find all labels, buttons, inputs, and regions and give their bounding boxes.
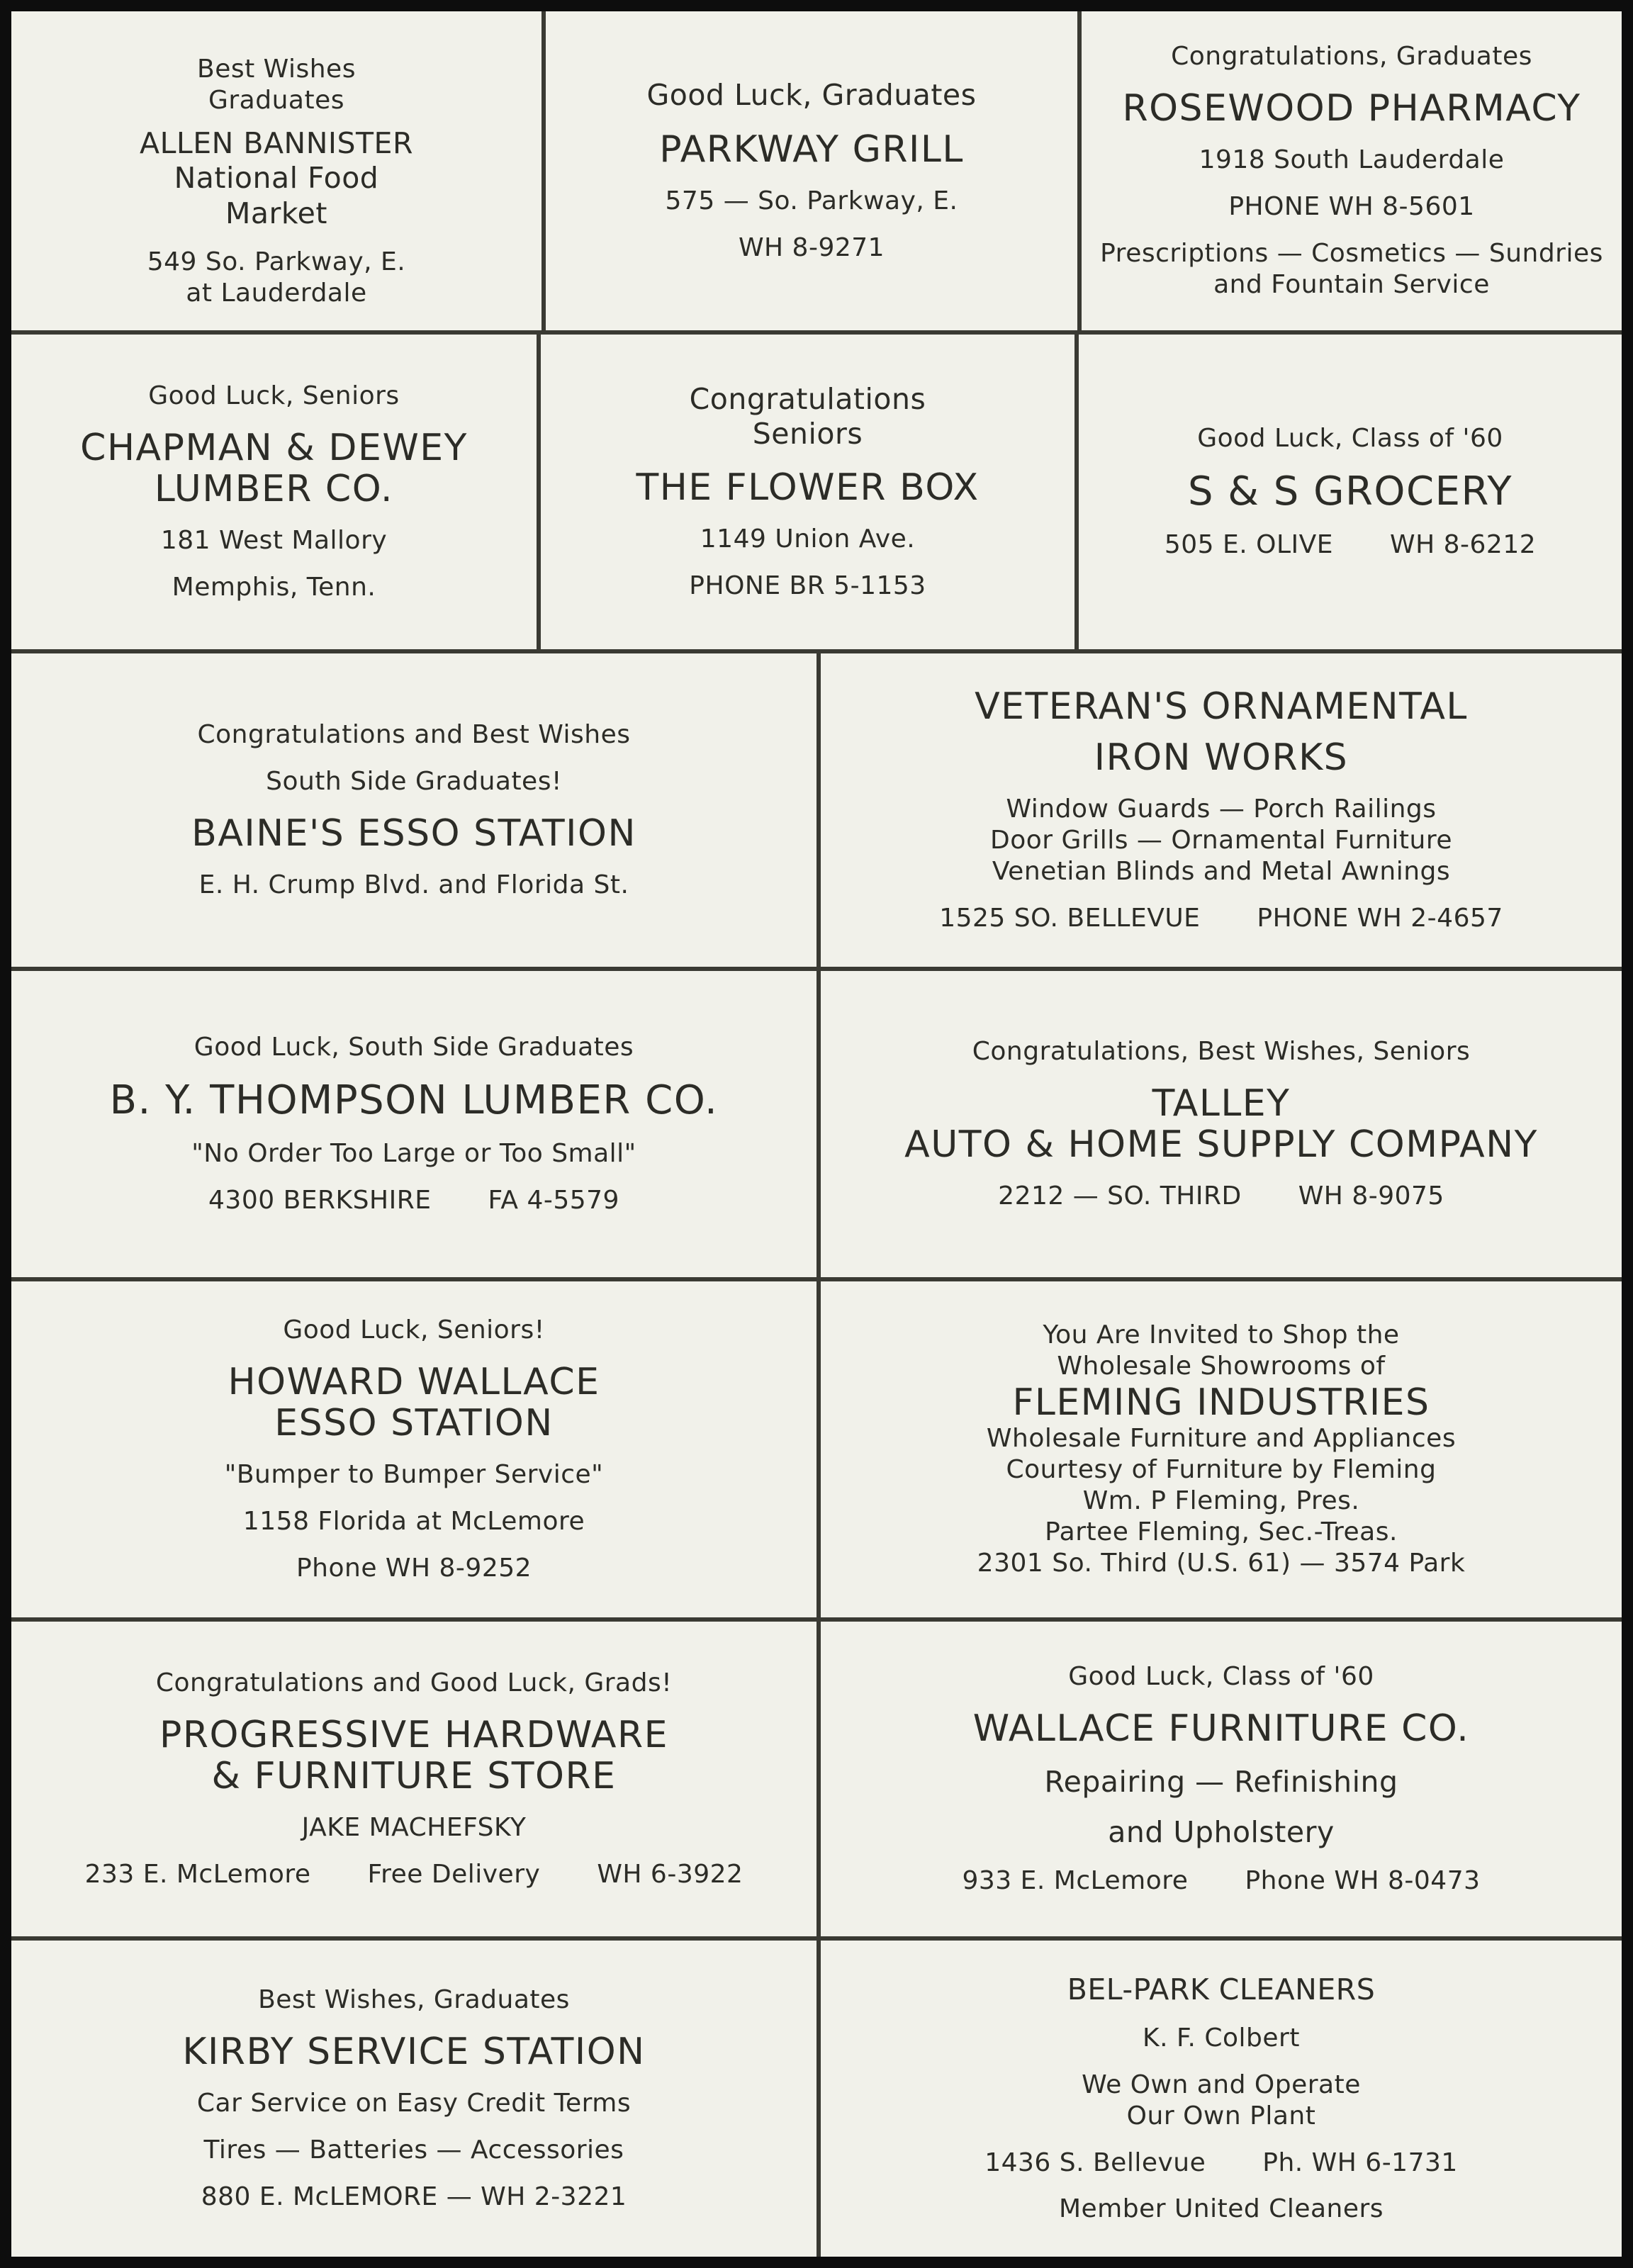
ad-phone: WH 8-6212 (1390, 530, 1537, 560)
ad-address: 1918 South Lauderdale (1199, 145, 1505, 175)
ad-contact-row (1165, 529, 1536, 561)
ad-wallace-furniture (821, 1622, 1622, 1936)
ad-address: 880 E. McLEMORE — WH 2-3221 (201, 2182, 627, 2212)
ad-business-name: FLEMING INDUSTRIES (1012, 1381, 1430, 1425)
ad-description: and Upholstery (1108, 1815, 1335, 1850)
ad-business-name: IRON WORKS (1094, 736, 1349, 780)
ad-phone: Ph. WH 6-1731 (1262, 2148, 1458, 2177)
ad-contact-row (998, 1181, 1444, 1212)
ad-business-name: & FURNITURE STORE (211, 1755, 617, 1798)
ad-business-name: THE FLOWER BOX (636, 466, 980, 510)
ad-contact-row (85, 1859, 743, 1890)
ad-business-name: ALLEN BANNISTER (140, 126, 413, 161)
ad-address: at Lauderdale (186, 278, 367, 308)
ad-progressive-hardware (11, 1622, 816, 1936)
ad-business-name: CHAPMAN & DEWEY (80, 426, 468, 469)
ad-business-name: HOWARD WALLACE (228, 1360, 600, 1403)
ad-s-and-s-grocery (1079, 335, 1622, 649)
ad-description: Courtesy of Furniture by Fleming (1006, 1455, 1437, 1485)
ad-description: We Own and Operate (1082, 2070, 1361, 2099)
ad-business-name: PARKWAY GRILL (659, 128, 964, 171)
ad-phone: PHONE WH 8-5601 (1228, 192, 1475, 222)
ad-contact-row (208, 1185, 619, 1216)
ad-contact-row (984, 2148, 1458, 2179)
ad-address: 2301 So. Third (U.S. 61) — 3574 Park (977, 1548, 1466, 1578)
ad-address: 1158 Florida at McLemore (242, 1507, 585, 1537)
ad-greeting: You Are Invited to Shop the (1043, 1320, 1400, 1350)
ad-flower-box (541, 335, 1074, 649)
ad-officer: Partee Fleming, Sec.-Treas. (1045, 1517, 1398, 1546)
ad-description: Car Service on Easy Credit Terms (196, 2089, 632, 2118)
ad-description: Repairing — Refinishing (1044, 1764, 1398, 1799)
ad-greeting: Congratulations and Best Wishes (197, 720, 631, 750)
ad-chapman-dewey (11, 335, 537, 649)
ad-kirby-service-station (11, 1941, 816, 2257)
ad-business-name: S & S GROCERY (1187, 468, 1513, 515)
ad-business-name: PROGRESSIVE HARDWARE (159, 1713, 668, 1756)
ad-membership: Member United Cleaners (1058, 2194, 1384, 2224)
ad-phone: PHONE WH 2-4657 (1257, 904, 1503, 933)
ad-address: 233 E. McLemore (84, 1860, 311, 1890)
ad-talley-supply (821, 971, 1622, 1277)
ad-baines-esso (11, 653, 816, 967)
ad-business-name: Market (225, 196, 327, 230)
ad-contact-row (939, 903, 1503, 934)
ad-description: Window Guards — Porch Railings (1006, 795, 1437, 824)
ad-business-name: TALLEY (1152, 1082, 1291, 1125)
ad-phone: PHONE BR 5-1153 (689, 571, 926, 601)
yearbook-ad-page (11, 11, 1622, 2257)
ad-description: Venetian Blinds and Metal Awnings (992, 857, 1451, 887)
ad-parkway-grill (546, 11, 1077, 330)
ad-phone: WH 8-9075 (1298, 1181, 1444, 1211)
ad-business-name: BAINE'S ESSO STATION (191, 812, 636, 855)
ad-greeting: Congratulations, Graduates (1171, 42, 1532, 72)
ad-phone: WH 8-9271 (738, 232, 885, 262)
ad-business-name: AUTO & HOME SUPPLY COMPANY (904, 1123, 1538, 1166)
ad-address: E. H. Crump Blvd. and Florida St. (198, 870, 629, 900)
ad-contact-row (962, 1865, 1480, 1897)
ad-address: 549 So. Parkway, E. (147, 247, 406, 276)
ad-address: 933 E. McLemore (962, 1866, 1189, 1896)
ad-greeting: Congratulations, Best Wishes, Seniors (972, 1036, 1471, 1066)
ad-address: 181 West Mallory (160, 526, 388, 556)
ad-business-name: LUMBER CO. (154, 468, 394, 511)
ad-greeting: Graduates (208, 86, 344, 116)
ad-business-name: KIRBY SERVICE STATION (182, 2030, 646, 2073)
ad-slogan: "Bumper to Bumper Service" (224, 1460, 604, 1490)
ad-description: Tires — Batteries — Accessories (203, 2135, 624, 2165)
ad-greeting: Congratulations (689, 381, 926, 416)
ad-greeting: Good Luck, Class of '60 (1068, 1661, 1374, 1691)
ad-business-name: BEL-PARK CLEANERS (1067, 1972, 1376, 2006)
ad-fleming-industries (821, 1281, 1622, 1617)
ad-bel-park-cleaners (821, 1941, 1622, 2257)
ad-greeting: Seniors (752, 416, 863, 451)
ad-business-name: ESSO STATION (274, 1402, 554, 1445)
ad-address: 1436 S. Bellevue (984, 2148, 1206, 2177)
ad-business-name: WALLACE FURNITURE CO. (972, 1707, 1470, 1750)
ad-veterans-iron-works (821, 653, 1622, 967)
ad-address: 575 — So. Parkway, E. (665, 186, 958, 215)
ad-greeting: Congratulations and Good Luck, Grads! (155, 1668, 673, 1697)
ad-greeting: Best Wishes, Graduates (258, 1985, 570, 2015)
ad-owner: JAKE MACHEFSKY (301, 1813, 527, 1843)
ad-address: 4300 BERKSHIRE (208, 1186, 432, 1216)
ad-allen-bannister (11, 11, 541, 330)
ad-address: Memphis, Tenn. (172, 573, 376, 602)
ad-greeting: Best Wishes (197, 55, 356, 84)
ad-description: Prescriptions — Cosmetics — Sundries (1100, 239, 1603, 269)
ad-description: Wholesale Furniture and Appliances (986, 1424, 1457, 1454)
ad-address: 505 E. OLIVE (1164, 530, 1334, 560)
ad-thompson-lumber (11, 971, 816, 1277)
ad-owner: K. F. Colbert (1143, 2023, 1300, 2053)
ad-address: 1525 SO. BELLEVUE (939, 904, 1201, 933)
ad-slogan: "No Order Too Large or Too Small" (191, 1139, 636, 1169)
ad-description: Door Grills — Ornamental Furniture (989, 826, 1453, 855)
ad-greeting: Good Luck, Seniors! (283, 1315, 545, 1344)
ad-business-name: VETERAN'S ORNAMENTAL (975, 685, 1468, 728)
ad-officer: Wm. P Fleming, Pres. (1082, 1486, 1360, 1516)
ad-address: 2212 — SO. THIRD (998, 1181, 1242, 1211)
ad-phone: FA 4-5579 (488, 1186, 619, 1216)
ad-greeting: Wholesale Showrooms of (1057, 1352, 1386, 1381)
ad-business-name: ROSEWOOD PHARMACY (1122, 87, 1581, 130)
ad-address: 1149 Union Ave. (700, 524, 916, 554)
ad-greeting: Good Luck, South Side Graduates (193, 1032, 634, 1062)
ad-description: and Fountain Service (1213, 269, 1490, 299)
ad-business-name: National Food (174, 161, 379, 196)
ad-greeting: Good Luck, Class of '60 (1197, 423, 1503, 453)
ad-service: Free Delivery (367, 1860, 541, 1890)
ad-greeting: South Side Graduates! (266, 766, 562, 796)
ad-phone: WH 6-3922 (597, 1860, 743, 1890)
ad-business-name: B. Y. THOMPSON LUMBER CO. (109, 1077, 719, 1123)
ad-description: Our Own Plant (1126, 2101, 1316, 2131)
ad-greeting: Good Luck, Seniors (148, 381, 400, 410)
ad-rosewood-pharmacy (1082, 11, 1622, 330)
ad-phone: Phone WH 8-0473 (1245, 1866, 1481, 1896)
ad-greeting: Good Luck, Graduates (646, 78, 977, 113)
ad-howard-wallace-esso (11, 1281, 816, 1617)
ad-phone: Phone WH 8-9252 (296, 1554, 532, 1583)
